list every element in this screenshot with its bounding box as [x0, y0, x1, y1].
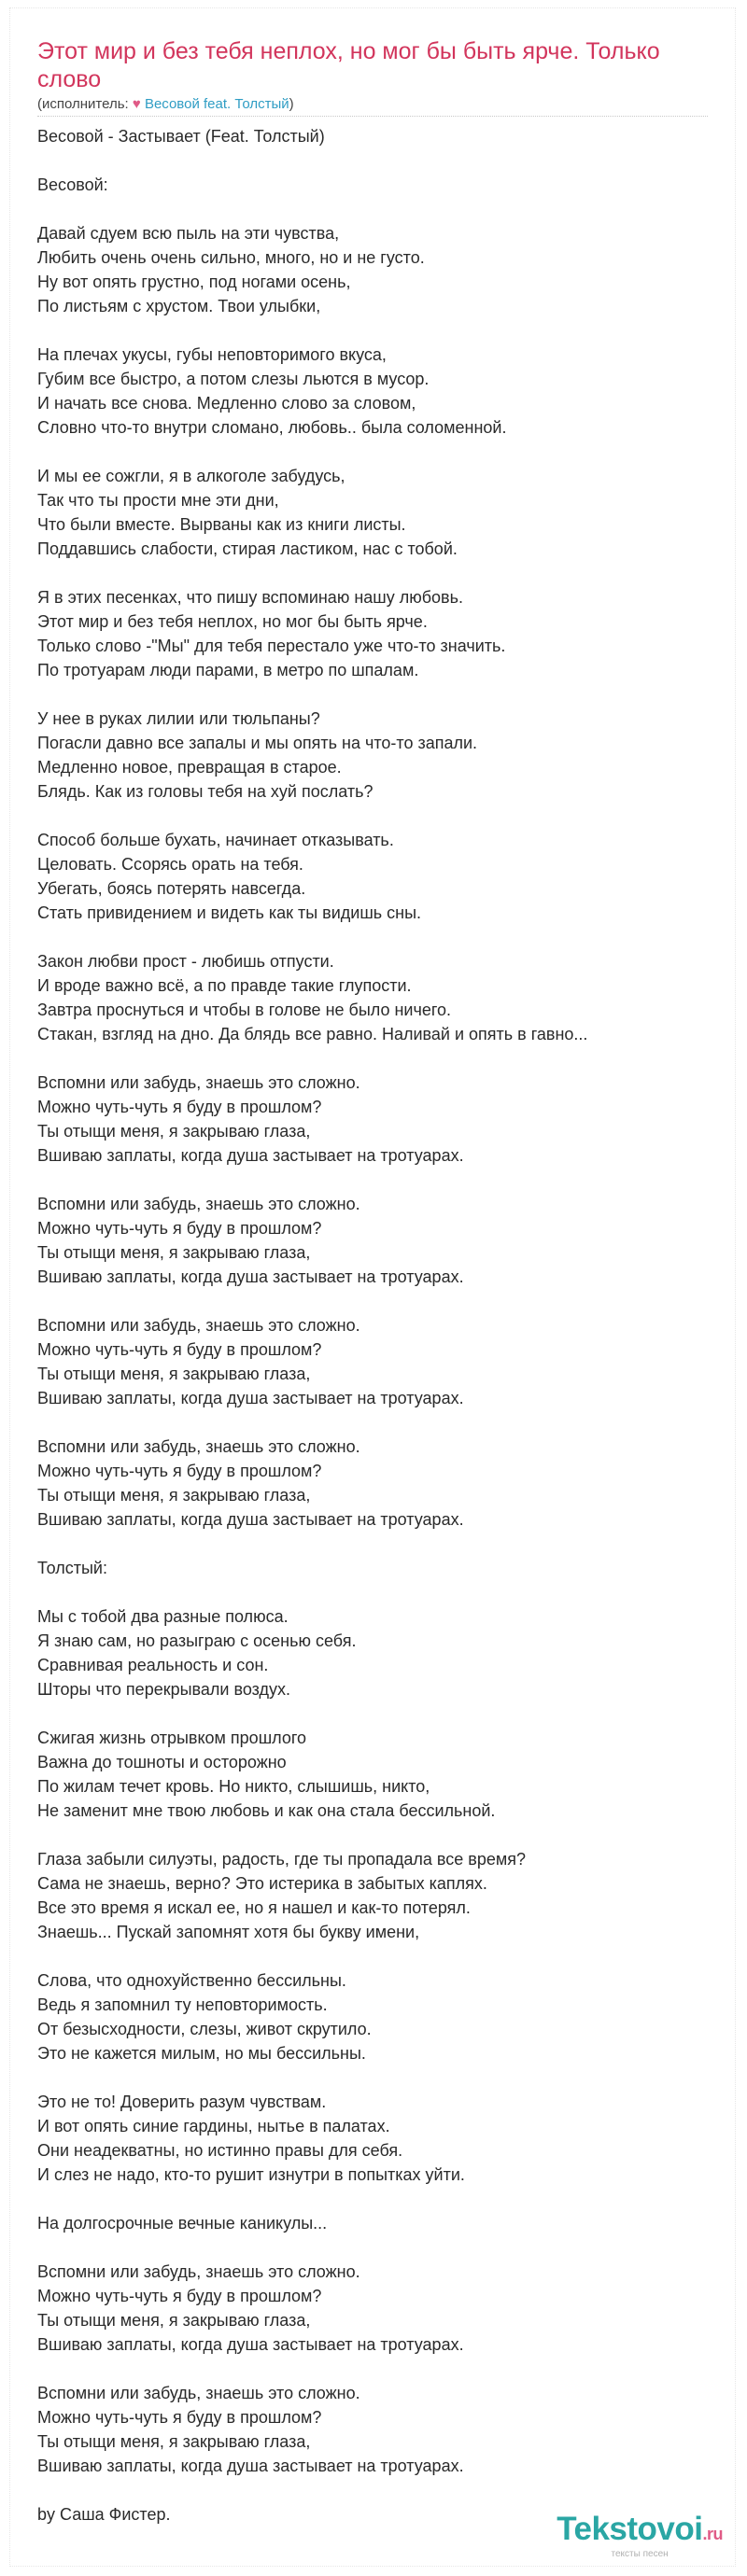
lyric-line: Давай сдуем всю пыль на эти чувства, [37, 224, 340, 243]
logo-brand: Tekstovoi [557, 2511, 703, 2547]
lyric-line: Погасли давно все запалы и мы опять на что-то запали. [37, 734, 478, 752]
lyric-line: Этот мир и без тебя неплох, но мог бы быть ярче. [37, 612, 428, 631]
lyric-line: Это не то! Доверить разум чувствам. [37, 2093, 327, 2111]
lyric-line: Сжигая жизнь отрывком прошлого [37, 1729, 307, 1747]
lyric-line: Вшиваю заплаты, когда душа застывает на тротуарах. [37, 1389, 464, 1407]
heart-icon: ♥ [132, 96, 141, 112]
lyric-line: Закон любви прост - любишь отпусти. [37, 952, 334, 971]
lyric-line: Медленно новое, превращая в старое. [37, 758, 342, 777]
logo-wordmark [557, 2513, 723, 2551]
lyric-line [37, 2478, 719, 2502]
lyric-line: Завтра проснуться и чтобы в голове не было ничего. [37, 1001, 452, 1019]
lyric-line: Вспомни или забудь, знаешь это сложно. [37, 2262, 360, 2281]
lyric-line [37, 682, 719, 707]
lyric-line: По тротуарам люди парами, в метро по шпалам. [37, 661, 419, 679]
lyric-line: На долгосрочные вечные каникулы... [37, 2214, 328, 2233]
lyric-line: Вспомни или забудь, знаешь это сложно. [37, 1073, 360, 1092]
lyric-line: Вшиваю заплаты, когда душа застывает на тротуарах. [37, 1267, 464, 1286]
lyric-line: Сравнивая реальность и сон. [37, 1656, 269, 1674]
lyric-line: Вспомни или забудь, знаешь это сложно. [37, 1437, 360, 1456]
lyric-line [37, 1289, 719, 1313]
lyric-line: Стать привидением и видеть как ты видишь сны. [37, 903, 422, 922]
lyric-line: И вроде важно всё, а по правде такие глупости. [37, 976, 412, 995]
lyric-line: Вшиваю заплаты, когда душа застывает на тротуарах. [37, 2335, 464, 2354]
lyric-line [37, 804, 719, 828]
artist-link[interactable]: Весовой feat. Толстый [144, 96, 289, 112]
lyric-line: Ты отыщи меня, я закрываю глаза, [37, 2311, 311, 2330]
lyric-line: Губим все быстро, а потом слезы льются в мусор. [37, 370, 430, 388]
lyric-line: Так что ты прости мне эти дни, [37, 491, 279, 510]
lyric-line: Вшиваю заплаты, когда душа застывает на тротуарах. [37, 2457, 464, 2475]
lyric-line: Вспомни или забудь, знаешь это сложно. [37, 1316, 360, 1335]
lyric-line: И слез не надо, кто-то рушит изнутри в попытках уйти. [37, 2165, 465, 2184]
lyric-line: Слова, что однохуйственно бессильны. [37, 1971, 346, 1990]
lyric-line: Я в этих песенках, что пишу вспоминаю нашу любовь. [37, 588, 463, 607]
lyric-line: Можно чуть-чуть я буду в прошлом? [37, 1462, 322, 1480]
lyric-line: Можно чуть-чуть я буду в прошлом? [37, 1219, 322, 1238]
performer-line [37, 94, 708, 117]
lyric-line: И начать все снова. Медленно слово за словом, [37, 394, 416, 413]
lyric-line: Стакан, взгляд на дно. Да блядь все равно. Наливай и опять в гавно... [37, 1025, 588, 1043]
lyric-line: Только слово -"Мы" для тебя перестало уже что-то значить. [37, 637, 506, 655]
lyric-line: Ты отыщи меня, я закрываю глаза, [37, 1122, 311, 1141]
performer-suffix: ) [289, 96, 294, 112]
lyric-line: Вшиваю заплаты, когда душа застывает на тротуарах. [37, 1510, 464, 1529]
lyric-line: Можно чуть-чуть я буду в прошлом? [37, 2287, 322, 2305]
lyric-line [37, 2187, 719, 2211]
lyric-line: Мы с тобой два разные полюса. [37, 1607, 289, 1626]
lyric-line: И мы ее сожгли, я в алкоголе забудусь, [37, 467, 345, 485]
logo-tld: .ru [702, 2525, 723, 2543]
lyric-line: Вшиваю заплаты, когда душа застывает на тротуарах. [37, 1146, 464, 1165]
lyric-line: Сама не знаешь, верно? Это истерика в забытых каплях. [37, 1874, 487, 1893]
lyric-line: На плечах укусы, губы неповторимого вкуса, [37, 345, 387, 364]
lyric-line: Не заменит мне твою любовь и как она стала бессильной. [37, 1801, 496, 1820]
lyric-line [37, 561, 719, 585]
lyric-line [37, 1046, 719, 1071]
lyric-line [37, 440, 719, 464]
lyric-line [37, 197, 719, 221]
performer-prefix: (исполнитель: [37, 96, 133, 112]
lyric-line [37, 925, 719, 949]
lyric-line [37, 1410, 719, 1435]
lyric-line: Я знаю сам, но разыграю с осенью себя. [37, 1631, 357, 1650]
lyric-line [37, 1580, 719, 1604]
lyric-line: Блядь. Как из головы тебя на хуй послать? [37, 782, 374, 801]
site-logo[interactable] [557, 2513, 723, 2559]
page-title: Этот мир и без тебя неплох, но мог бы быть ярче. Только слово [37, 38, 660, 92]
lyric-line: Ну вот опять грустно, под ногами осень, [37, 273, 351, 291]
lyric-line: Словно что-то внутри сломано, любовь.. была соломенной. [37, 418, 507, 437]
lyric-line: Шторы что перекрывали воздух. [37, 1680, 290, 1699]
lyric-line: Поддавшись слабости, стирая ластиком, нас с тобой. [37, 539, 458, 558]
lyric-line: Можно чуть-чуть я буду в прошлом? [37, 1340, 322, 1359]
lyric-line: Вспомни или забудь, знаешь это сложно. [37, 2384, 360, 2402]
lyric-line [37, 2235, 719, 2260]
lyric-line: Целовать. Ссорясь орать на тебя. [37, 855, 303, 874]
lyric-line [37, 148, 719, 173]
lyric-line: Глаза забыли силуэты, радость, где ты пропадала все время? [37, 1850, 526, 1869]
lyric-line: Способ больше бухать, начинает отказывать. [37, 831, 394, 849]
lyric-line: Ты отыщи меня, я закрываю глаза, [37, 1365, 311, 1383]
lyric-line: Все это время я искал ее, но я нашел и как-то потерял. [37, 1898, 471, 1917]
lyric-line: Любить очень очень сильно, много, но и не густо. [37, 248, 425, 267]
lyric-line: Это не кажется милым, но мы бессильны. [37, 2044, 366, 2063]
lyric-line: От безысходности, слезы, живот скрутило. [37, 2020, 372, 2038]
lyric-line: Знаешь... Пускай запомнят хотя бы букву имени, [37, 1923, 420, 1941]
lyric-line: Можно чуть-чуть я буду в прошлом? [37, 1098, 322, 1116]
lyric-line: Ты отыщи меня, я закрываю глаза, [37, 1486, 311, 1505]
lyric-line: Убегать, боясь потерять навсегда. [37, 879, 306, 898]
lyric-line: Что были вместе. Вырваны как из книги листы. [37, 515, 406, 534]
lyric-line [37, 1944, 719, 1968]
lyric-line [37, 2065, 719, 2090]
lyric-line: Ты отыщи меня, я закрываю глаза, [37, 1243, 311, 1262]
lyrics-text [37, 124, 719, 2527]
lyric-line: Можно чуть-чуть я буду в прошлом? [37, 2408, 322, 2427]
lyric-line: Толстый: [37, 1559, 107, 1577]
lyric-line: by Саша Фистер. [37, 2505, 171, 2524]
logo-tagline: тексты песен [611, 2549, 669, 2559]
lyric-line [37, 2357, 719, 2381]
lyric-line [37, 1823, 719, 1847]
lyric-line [37, 318, 719, 343]
lyric-line: Весовой - Застывает (Feat. Толстый) [37, 127, 325, 146]
lyric-line [37, 1532, 719, 1556]
lyric-line: У нее в руках лилии или тюльпаны? [37, 709, 320, 728]
lyric-line: И вот опять синие гардины, нытье в палатах. [37, 2117, 390, 2135]
lyric-line: Ты отыщи меня, я закрываю глаза, [37, 2432, 311, 2451]
lyric-line: Они неадекватны, но истинно правы для себя. [37, 2141, 403, 2160]
lyric-line: Ведь я запомнил ту неповторимость. [37, 1995, 328, 2014]
lyric-line: Важна до тошноты и осторожно [37, 1753, 287, 1771]
lyric-line: По жилам течет кровь. Но никто, слышишь, никто, [37, 1777, 430, 1796]
lyric-line: По листьям с хрустом. Твои улыбки, [37, 297, 321, 315]
lyric-line: Вспомни или забудь, знаешь это сложно. [37, 1195, 360, 1213]
lyric-line [37, 1701, 719, 1726]
lyric-line [37, 1168, 719, 1192]
lyric-line: Весовой: [37, 175, 108, 194]
